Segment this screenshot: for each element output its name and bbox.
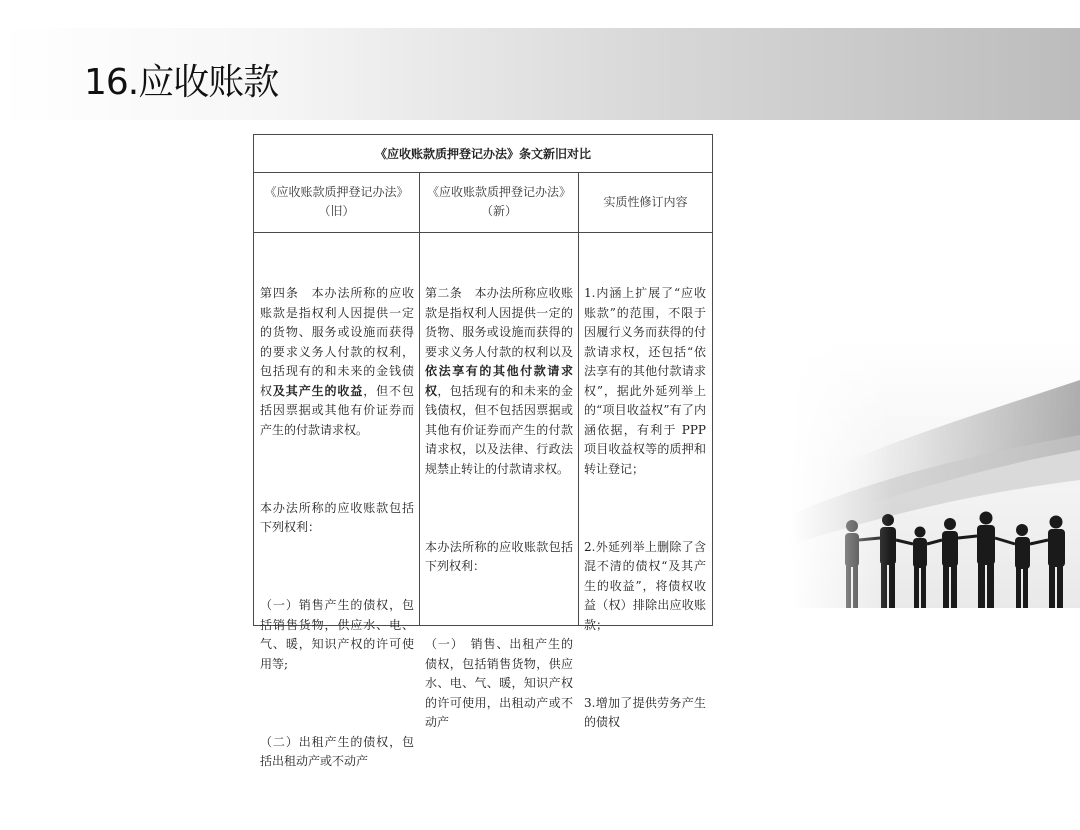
new-paragraph-2: 本办法所称的应收账款包括下列权利： — [425, 539, 573, 573]
old-paragraph-4: （二）出租产生的债权，包括出租动产或不动产 — [260, 734, 414, 768]
table-caption: 《应收账款质押登记办法》条文新旧对比 — [254, 135, 712, 173]
old-p1-text: 第四条 本办法所称的应收账款是指权利人因提供一定的货物、服务或设施而获得的要求义务人付款的权利，包括现有的和未来的金钱债权 — [260, 286, 414, 398]
old-p1-tail: ，但不包括因票据或其他有价证券而产生的付款请求权。 — [260, 383, 414, 437]
change-item-1: 1.内涵上扩展了“应收账款”的范围，不限于因履行义务而获得的付款请求权，还包括“依法享有的其他付款请求权”，据此外延列举上的“项目收益权”有了内涵依据，有利于 PPP 项目收益权等的质押和转让登记； — [584, 286, 710, 476]
column-divider — [578, 172, 579, 625]
column-header-changes-line1: 实质性修订内容 — [603, 194, 688, 209]
change-item-3: 3.增加了提供劳务产生的债权 — [584, 695, 706, 729]
slide-title: 16.应收账款 — [84, 62, 279, 103]
column-header-old-line1: 《应收账款质押登记办法》 — [264, 185, 409, 199]
column-divider — [419, 172, 420, 625]
header-divider — [254, 232, 712, 233]
new-paragraph-1 — [425, 284, 573, 479]
column-header-new-line2: （新） — [480, 204, 517, 218]
change-item-2: 2.外延列举上删除了含混不清的债权“及其产生的收益”，将债权收益（权）排除出应收账款； — [584, 539, 706, 632]
new-p1-text: 第二条 本办法所称应收账款是指权利人因提供一定的货物、服务或设施而获得的要求义务人付款的权利以及 — [425, 286, 573, 359]
business-people-photo — [790, 340, 1080, 608]
comparison-table — [253, 134, 713, 768]
cell-changes-text — [584, 245, 710, 791]
cell-old-text — [260, 245, 414, 830]
old-p1-bold: 及其产生的收益 — [272, 383, 364, 398]
old-paragraph-3: （一）销售产生的债权，包括销售货物，供应水、电、气、暖，知识产权的许可使用等; — [260, 598, 414, 671]
new-p1-bold: 依法享有的其他付款请求权 — [425, 364, 573, 398]
old-paragraph-1 — [260, 284, 414, 440]
column-header-new-line1: 《应收账款质押登记办法》 — [426, 185, 571, 199]
old-paragraph-2: 本办法所称的应收账款包括下列权利： — [260, 500, 414, 534]
column-header-changes — [579, 172, 712, 232]
cell-new-text — [425, 245, 573, 791]
new-paragraph-3: （一） 销售、出租产生的债权，包括销售货物，供应水、电、气、暖，知识产权的许可使用，出租动产或不动产 — [425, 637, 573, 729]
column-header-new — [420, 172, 578, 232]
column-header-old — [254, 172, 419, 232]
business-people-illustration — [790, 340, 1080, 608]
column-header-old-line2: （旧） — [318, 204, 355, 218]
new-p1-tail: ，包括现有的和未来的金钱债权，但不包括因票据或其他有价证券而产生的付款请求权，以及法律、行政法规禁止转让的付款请求权。 — [425, 383, 573, 476]
